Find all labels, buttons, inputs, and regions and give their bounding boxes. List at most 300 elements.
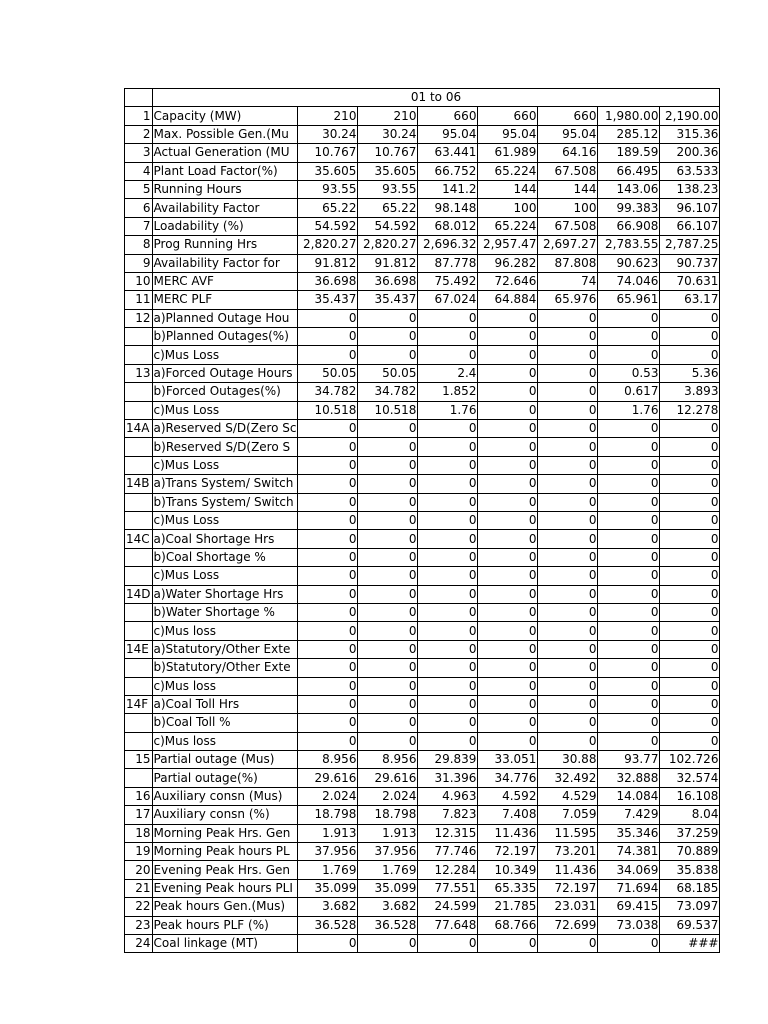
table-row: [125, 732, 720, 750]
table-row: [125, 603, 720, 621]
value-cell: 4.963: [418, 787, 478, 805]
value-cell: 0: [598, 677, 660, 695]
value-cell: 35.605: [298, 162, 358, 180]
value-cell: 0: [478, 475, 538, 493]
value-cell: 0: [478, 934, 538, 952]
value-cell: 0: [598, 346, 660, 364]
value-cell: 0: [298, 548, 358, 566]
value-cell: 1.913: [358, 824, 418, 842]
value-cell: 10.767: [358, 144, 418, 162]
value-cell: 12.284: [418, 861, 478, 879]
value-cell: 0: [478, 493, 538, 511]
value-cell: 0: [660, 420, 720, 438]
table-row: [125, 456, 720, 474]
value-cell: 35.346: [598, 824, 660, 842]
value-cell: 2,783.55: [598, 236, 660, 254]
row-number-cell: 18: [125, 824, 153, 842]
value-cell: 1,980.00: [598, 107, 660, 125]
value-cell: 95.04: [478, 125, 538, 143]
value-cell: 35.099: [358, 879, 418, 897]
value-cell: 0: [418, 548, 478, 566]
value-cell: 0: [298, 677, 358, 695]
row-number-cell: 4: [125, 162, 153, 180]
value-cell: 0: [478, 695, 538, 713]
value-cell: 0: [358, 493, 418, 511]
row-number-cell: [125, 659, 153, 677]
value-cell: 0: [298, 622, 358, 640]
value-cell: 70.631: [660, 272, 720, 290]
table-row: [125, 144, 720, 162]
value-cell: 1.76: [598, 401, 660, 419]
row-number-cell: [125, 346, 153, 364]
value-cell: 0: [358, 438, 418, 456]
value-cell: 0: [478, 420, 538, 438]
row-number-cell: [125, 677, 153, 695]
row-number-cell: 11: [125, 291, 153, 309]
row-label-cell: Max. Possible Gen.(Mu: [152, 125, 298, 143]
table-row: [125, 162, 720, 180]
value-cell: 0: [538, 346, 598, 364]
value-cell: 0.617: [598, 383, 660, 401]
row-number-cell: 9: [125, 254, 153, 272]
row-label-cell: Evening Peak hours PLI: [152, 879, 298, 897]
header-row: [125, 89, 720, 107]
value-cell: 0: [418, 493, 478, 511]
value-cell: 2,190.00: [660, 107, 720, 125]
row-label-cell: Capacity (MW): [152, 107, 298, 125]
value-cell: 0: [418, 511, 478, 529]
value-cell: 91.812: [298, 254, 358, 272]
row-label-cell: a)Coal Shortage Hrs: [152, 530, 298, 548]
value-cell: 68.012: [418, 217, 478, 235]
value-cell: 0: [538, 640, 598, 658]
value-cell: 67.508: [538, 162, 598, 180]
value-cell: 0: [358, 567, 418, 585]
row-label-cell: c)Mus Loss: [152, 511, 298, 529]
value-cell: 34.069: [598, 861, 660, 879]
value-cell: 1.913: [298, 824, 358, 842]
value-cell: 14.084: [598, 787, 660, 805]
table-row: [125, 622, 720, 640]
value-cell: 72.646: [478, 272, 538, 290]
table-row: [125, 328, 720, 346]
row-number-cell: [125, 714, 153, 732]
value-cell: 54.592: [358, 217, 418, 235]
value-cell: 29.839: [418, 751, 478, 769]
value-cell: 0: [418, 328, 478, 346]
value-cell: 23.031: [538, 898, 598, 916]
row-number-cell: 24: [125, 934, 153, 952]
value-cell: 98.148: [418, 199, 478, 217]
value-cell: 10.518: [358, 401, 418, 419]
table-row: [125, 438, 720, 456]
row-label-cell: Availability Factor for: [152, 254, 298, 272]
value-cell: 0: [598, 640, 660, 658]
value-cell: 69.537: [660, 916, 720, 934]
row-label-cell: b)Reserved S/D(Zero S: [152, 438, 298, 456]
value-cell: 7.059: [538, 806, 598, 824]
table-row: [125, 107, 720, 125]
value-cell: 34.776: [478, 769, 538, 787]
value-cell: 0: [538, 475, 598, 493]
row-label-cell: Partial outage(%): [152, 769, 298, 787]
value-cell: 0: [538, 677, 598, 695]
row-number-cell: [125, 603, 153, 621]
value-cell: 0: [298, 475, 358, 493]
value-cell: 0: [478, 401, 538, 419]
row-number-cell: [125, 401, 153, 419]
value-cell: 0: [538, 420, 598, 438]
value-cell: 0: [478, 714, 538, 732]
value-cell: 0: [418, 420, 478, 438]
value-cell: 0: [478, 585, 538, 603]
row-label-cell: Peak hours PLF (%): [152, 916, 298, 934]
value-cell: 0: [358, 420, 418, 438]
value-cell: 0: [298, 346, 358, 364]
value-cell: 24.599: [418, 898, 478, 916]
value-cell: 0: [660, 677, 720, 695]
value-cell: 5.36: [660, 364, 720, 382]
header-blank-cell: [125, 89, 153, 107]
value-cell: 7.823: [418, 806, 478, 824]
value-cell: 0: [598, 695, 660, 713]
value-cell: 65.961: [598, 291, 660, 309]
value-cell: 210: [298, 107, 358, 125]
value-cell: 66.908: [598, 217, 660, 235]
value-cell: 0: [298, 603, 358, 621]
row-number-cell: [125, 548, 153, 566]
row-number-cell: 14A: [125, 420, 153, 438]
value-cell: 96.107: [660, 199, 720, 217]
row-number-cell: 10: [125, 272, 153, 290]
table-row: [125, 824, 720, 842]
value-cell: 0: [598, 659, 660, 677]
value-cell: 66.752: [418, 162, 478, 180]
row-label-cell: c)Mus loss: [152, 622, 298, 640]
row-number-cell: [125, 769, 153, 787]
value-cell: 0: [298, 493, 358, 511]
value-cell: 0: [538, 714, 598, 732]
value-cell: 67.024: [418, 291, 478, 309]
value-cell: 68.766: [478, 916, 538, 934]
value-cell: 0: [598, 530, 660, 548]
value-cell: 0: [358, 695, 418, 713]
value-cell: 73.201: [538, 843, 598, 861]
value-cell: 0: [478, 732, 538, 750]
table-row: [125, 346, 720, 364]
value-cell: 0: [418, 475, 478, 493]
row-number-cell: 20: [125, 861, 153, 879]
value-cell: 18.798: [358, 806, 418, 824]
value-cell: 0: [478, 622, 538, 640]
row-number-cell: 2: [125, 125, 153, 143]
value-cell: 0: [660, 456, 720, 474]
value-cell: 0: [660, 603, 720, 621]
table-row: [125, 475, 720, 493]
value-cell: 0: [598, 309, 660, 327]
value-cell: 285.12: [598, 125, 660, 143]
table-row: [125, 843, 720, 861]
value-cell: 0: [358, 309, 418, 327]
value-cell: 95.04: [418, 125, 478, 143]
row-label-cell: Peak hours Gen.(Mus): [152, 898, 298, 916]
table-row: [125, 420, 720, 438]
value-cell: 138.23: [660, 180, 720, 198]
row-label-cell: Morning Peak hours PL: [152, 843, 298, 861]
value-cell: 21.785: [478, 898, 538, 916]
value-cell: 0: [298, 530, 358, 548]
row-number-cell: 14D: [125, 585, 153, 603]
row-label-cell: c)Mus Loss: [152, 456, 298, 474]
value-cell: 0: [358, 475, 418, 493]
row-label-cell: a)Planned Outage Hou: [152, 309, 298, 327]
value-cell: 0: [358, 934, 418, 952]
row-label-cell: c)Mus Loss: [152, 401, 298, 419]
value-cell: 36.698: [358, 272, 418, 290]
value-cell: 0: [538, 934, 598, 952]
table-row: [125, 291, 720, 309]
row-label-cell: a)Water Shortage Hrs: [152, 585, 298, 603]
value-cell: 75.492: [418, 272, 478, 290]
table-row: [125, 493, 720, 511]
value-cell: 0: [478, 346, 538, 364]
value-cell: 0: [598, 732, 660, 750]
value-cell: 0: [538, 493, 598, 511]
row-number-cell: 21: [125, 879, 153, 897]
value-cell: 65.224: [478, 217, 538, 235]
value-cell: 4.592: [478, 787, 538, 805]
value-cell: 8.956: [358, 751, 418, 769]
value-cell: 0: [660, 309, 720, 327]
table-row: [125, 272, 720, 290]
value-cell: 0: [598, 934, 660, 952]
value-cell: 61.989: [478, 144, 538, 162]
value-cell: 0: [538, 309, 598, 327]
row-label-cell: b)Statutory/Other Exte: [152, 659, 298, 677]
table-row: [125, 640, 720, 658]
value-cell: 54.592: [298, 217, 358, 235]
value-cell: 0: [478, 383, 538, 401]
value-cell: 95.04: [538, 125, 598, 143]
value-cell: 143.06: [598, 180, 660, 198]
table-row: [125, 180, 720, 198]
value-cell: 65.976: [538, 291, 598, 309]
value-cell: 0: [660, 530, 720, 548]
row-number-cell: [125, 567, 153, 585]
value-cell: 0: [418, 603, 478, 621]
value-cell: 0: [358, 346, 418, 364]
value-cell: 2,697.27: [538, 236, 598, 254]
row-number-cell: [125, 732, 153, 750]
value-cell: 0: [418, 438, 478, 456]
table-row: [125, 695, 720, 713]
value-cell: 0: [478, 438, 538, 456]
value-cell: 3.682: [298, 898, 358, 916]
row-label-cell: a)Statutory/Other Exte: [152, 640, 298, 658]
value-cell: 0: [598, 585, 660, 603]
value-cell: 63.441: [418, 144, 478, 162]
row-label-cell: Auxiliary consn (Mus): [152, 787, 298, 805]
value-cell: 0: [538, 383, 598, 401]
row-number-cell: 15: [125, 751, 153, 769]
value-cell: 35.437: [358, 291, 418, 309]
value-cell: 0: [358, 732, 418, 750]
value-cell: 0: [298, 420, 358, 438]
value-cell: 0: [418, 714, 478, 732]
value-cell: 74.046: [598, 272, 660, 290]
value-cell: 70.889: [660, 843, 720, 861]
table-row: [125, 236, 720, 254]
value-cell: 2,696.32: [418, 236, 478, 254]
period-header: 01 to 06: [152, 89, 720, 107]
row-number-cell: 19: [125, 843, 153, 861]
value-cell: 0: [660, 732, 720, 750]
value-cell: 0: [538, 438, 598, 456]
value-cell: 1.76: [418, 401, 478, 419]
value-cell: 91.812: [358, 254, 418, 272]
value-cell: 93.55: [298, 180, 358, 198]
value-cell: 35.605: [358, 162, 418, 180]
value-cell: 660: [418, 107, 478, 125]
value-cell: 0: [418, 732, 478, 750]
value-cell: 0: [478, 309, 538, 327]
value-cell: 210: [358, 107, 418, 125]
value-cell: 0: [478, 567, 538, 585]
value-cell: 0: [298, 585, 358, 603]
table-row: [125, 714, 720, 732]
value-cell: 10.349: [478, 861, 538, 879]
table-row: [125, 548, 720, 566]
value-cell: 0: [298, 567, 358, 585]
value-cell: 72.699: [538, 916, 598, 934]
value-cell: 0: [418, 567, 478, 585]
value-cell: 0: [598, 548, 660, 566]
value-cell: 0: [538, 567, 598, 585]
row-label-cell: a)Forced Outage Hours: [152, 364, 298, 382]
value-cell: 0: [538, 401, 598, 419]
row-label-cell: c)Mus loss: [152, 732, 298, 750]
value-cell: 0: [298, 640, 358, 658]
value-cell: 0: [478, 511, 538, 529]
value-cell: 0: [598, 420, 660, 438]
table-row: [125, 934, 720, 952]
row-number-cell: [125, 493, 153, 511]
value-cell: 37.259: [660, 824, 720, 842]
row-number-cell: 3: [125, 144, 153, 162]
value-cell: 0: [538, 548, 598, 566]
value-cell: 0: [418, 695, 478, 713]
row-number-cell: 22: [125, 898, 153, 916]
value-cell: 87.778: [418, 254, 478, 272]
value-cell: 0: [358, 511, 418, 529]
value-cell: 0: [598, 511, 660, 529]
value-cell: 0: [660, 695, 720, 713]
value-cell: 34.782: [298, 383, 358, 401]
value-cell: 0: [538, 328, 598, 346]
value-cell: 0: [538, 364, 598, 382]
value-cell: 315.36: [660, 125, 720, 143]
value-cell: 0: [478, 530, 538, 548]
value-cell: 100: [538, 199, 598, 217]
value-cell: 0: [598, 475, 660, 493]
table-row: [125, 787, 720, 805]
table-row: [125, 383, 720, 401]
value-cell: 0: [660, 328, 720, 346]
row-label-cell: a)Trans System/ Switch: [152, 475, 298, 493]
row-label-cell: Prog Running Hrs: [152, 236, 298, 254]
value-cell: 0.53: [598, 364, 660, 382]
table-row: [125, 677, 720, 695]
value-cell: 0: [298, 934, 358, 952]
value-cell: 74: [538, 272, 598, 290]
row-number-cell: [125, 511, 153, 529]
value-cell: 8.956: [298, 751, 358, 769]
value-cell: 0: [538, 585, 598, 603]
row-label-cell: b)Trans System/ Switch: [152, 493, 298, 511]
value-cell: 0: [538, 732, 598, 750]
value-cell: 0: [418, 677, 478, 695]
row-label-cell: c)Mus loss: [152, 677, 298, 695]
value-cell: 2.024: [298, 787, 358, 805]
value-cell: 2,787.25: [660, 236, 720, 254]
value-cell: 0: [660, 567, 720, 585]
value-cell: 0: [358, 585, 418, 603]
row-label-cell: Partial outage (Mus): [152, 751, 298, 769]
value-cell: 0: [538, 456, 598, 474]
value-cell: 33.051: [478, 751, 538, 769]
value-cell: 64.884: [478, 291, 538, 309]
value-cell: 71.694: [598, 879, 660, 897]
value-cell: 10.767: [298, 144, 358, 162]
row-label-cell: Coal linkage (MT): [152, 934, 298, 952]
value-cell: 65.224: [478, 162, 538, 180]
table-row: [125, 199, 720, 217]
value-cell: 11.595: [538, 824, 598, 842]
value-cell: 11.436: [538, 861, 598, 879]
value-cell: 0: [418, 585, 478, 603]
row-label-cell: Availability Factor: [152, 199, 298, 217]
value-cell: 90.737: [660, 254, 720, 272]
table-row: [125, 861, 720, 879]
value-cell: 0: [298, 659, 358, 677]
row-label-cell: b)Planned Outages(%): [152, 328, 298, 346]
value-cell: 2,820.27: [358, 236, 418, 254]
value-cell: 0: [358, 328, 418, 346]
value-cell: 67.508: [538, 217, 598, 235]
value-cell: 0: [660, 493, 720, 511]
value-cell: 31.396: [418, 769, 478, 787]
value-cell: 35.099: [298, 879, 358, 897]
value-cell: 32.492: [538, 769, 598, 787]
value-cell: 144: [538, 180, 598, 198]
value-cell: 34.782: [358, 383, 418, 401]
value-cell: 4.529: [538, 787, 598, 805]
value-cell: 0: [538, 622, 598, 640]
table-row: [125, 585, 720, 603]
value-cell: 63.533: [660, 162, 720, 180]
row-number-cell: 13: [125, 364, 153, 382]
value-cell: 36.528: [298, 916, 358, 934]
value-cell: 144: [478, 180, 538, 198]
value-cell: 63.17: [660, 291, 720, 309]
value-cell: 0: [478, 677, 538, 695]
value-cell: 0: [598, 328, 660, 346]
row-number-cell: 23: [125, 916, 153, 934]
value-cell: 0: [418, 530, 478, 548]
value-cell: 93.77: [598, 751, 660, 769]
value-cell: 36.698: [298, 272, 358, 290]
row-number-cell: [125, 456, 153, 474]
